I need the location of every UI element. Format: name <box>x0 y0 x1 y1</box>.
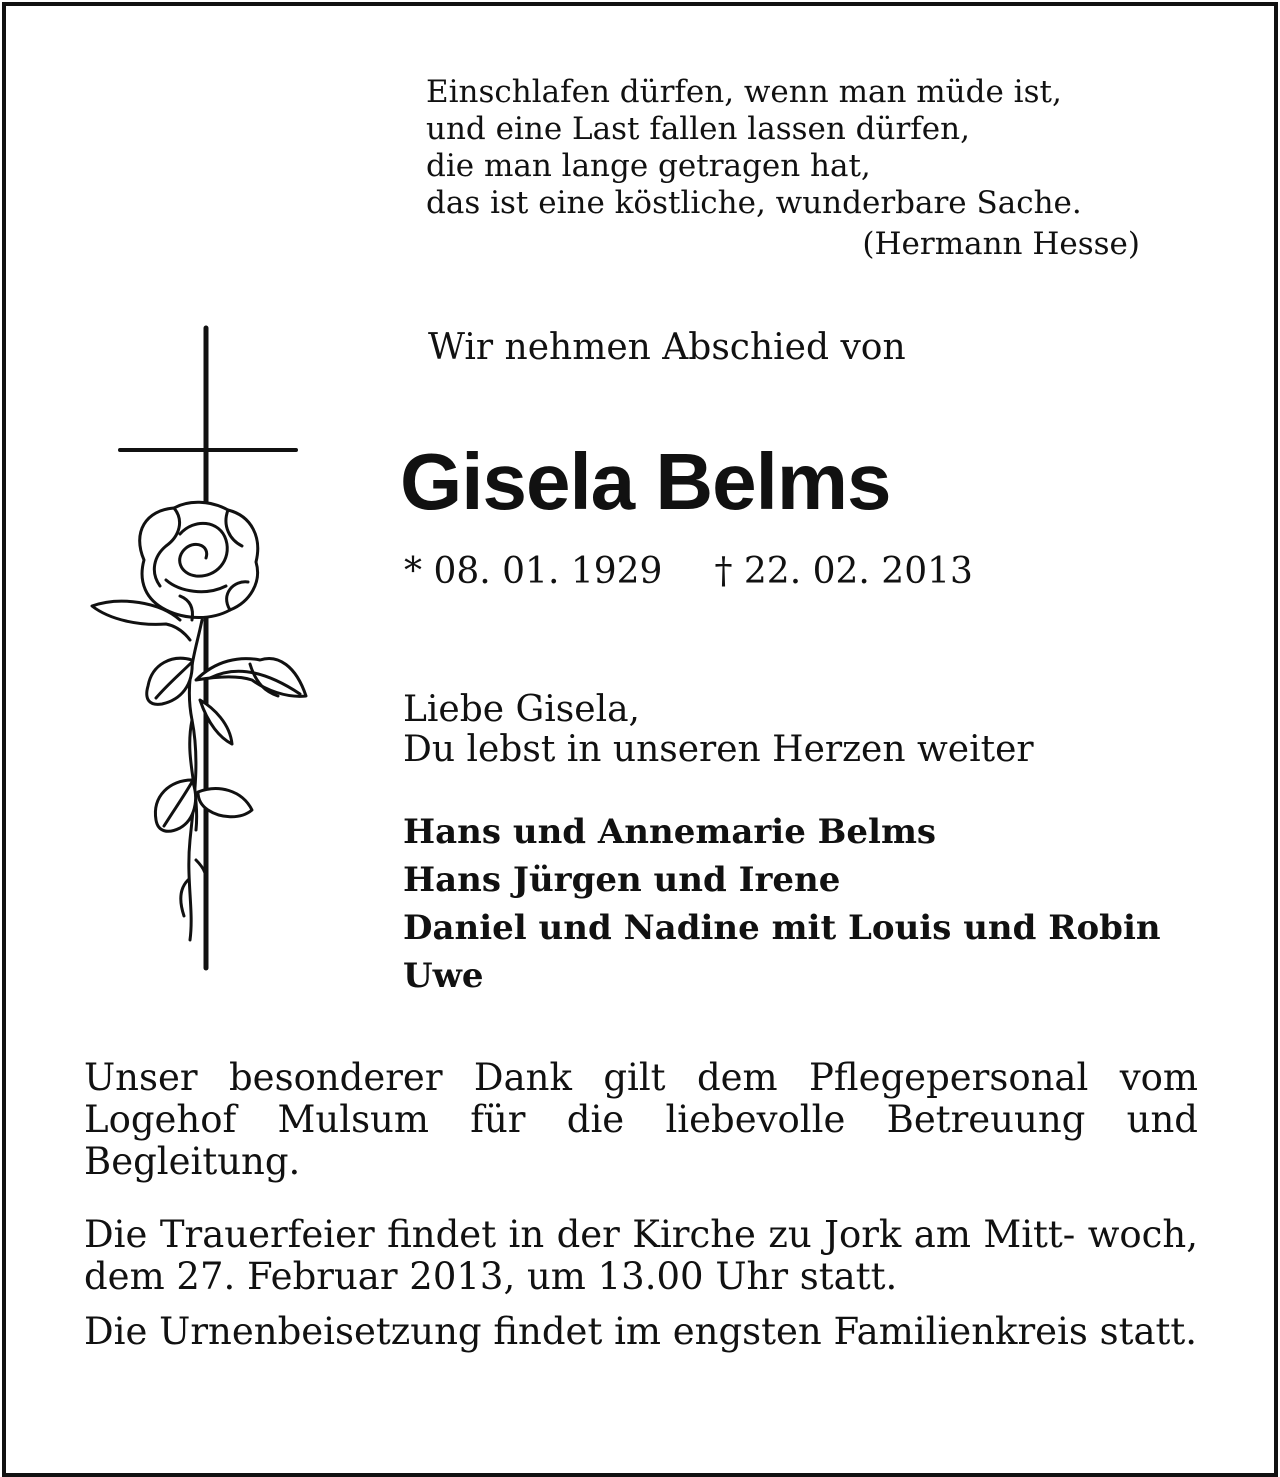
quote-line: das ist eine köstliche, wunderbare Sache. <box>426 185 1082 221</box>
family-member: Hans und Annemarie Belms <box>403 812 937 852</box>
thanks-paragraph: Unser besonderer Dank gilt dem Pflegepersonal vom Logehof Mulsum für die liebevolle Betreuung und Begleitung. <box>84 1056 1198 1183</box>
farewell-heading: Wir nehmen Abschied von <box>428 327 906 368</box>
personal-message <box>403 690 1034 770</box>
funeral-paragraph: Die Trauerfeier findet in der Kirche zu Jork am Mitt- woch, dem 27. Februar 2013, um 13.00 Uhr statt. <box>84 1213 1198 1298</box>
family-member: Uwe <box>403 956 484 996</box>
message-line: Du lebst in unseren Herzen weiter <box>403 729 1034 770</box>
quote-author: (Hermann Hesse) <box>862 226 1140 262</box>
quote-line: und eine Last fallen lassen dürfen, <box>426 111 970 147</box>
family-member: Hans Jürgen und Irene <box>403 860 841 900</box>
deceased-name: Gisela Belms <box>400 437 891 526</box>
cross-with-rose-icon <box>80 320 320 980</box>
birth-date: * 08. 01. 1929 <box>404 551 663 592</box>
death-date: † 22. 02. 2013 <box>714 551 973 592</box>
life-dates <box>404 550 973 594</box>
family-list <box>403 808 1161 1000</box>
quote-line: Einschlafen dürfen, wenn man müde ist, <box>426 74 1062 110</box>
message-line: Liebe Gisela, <box>403 689 640 730</box>
quote-line: die man lange getragen hat, <box>426 148 871 184</box>
quote <box>426 74 1082 222</box>
family-member: Daniel und Nadine mit Louis und Robin <box>403 908 1161 948</box>
urn-paragraph: Die Urnenbeisetzung findet im engsten Familienkreis statt. <box>84 1310 1198 1353</box>
